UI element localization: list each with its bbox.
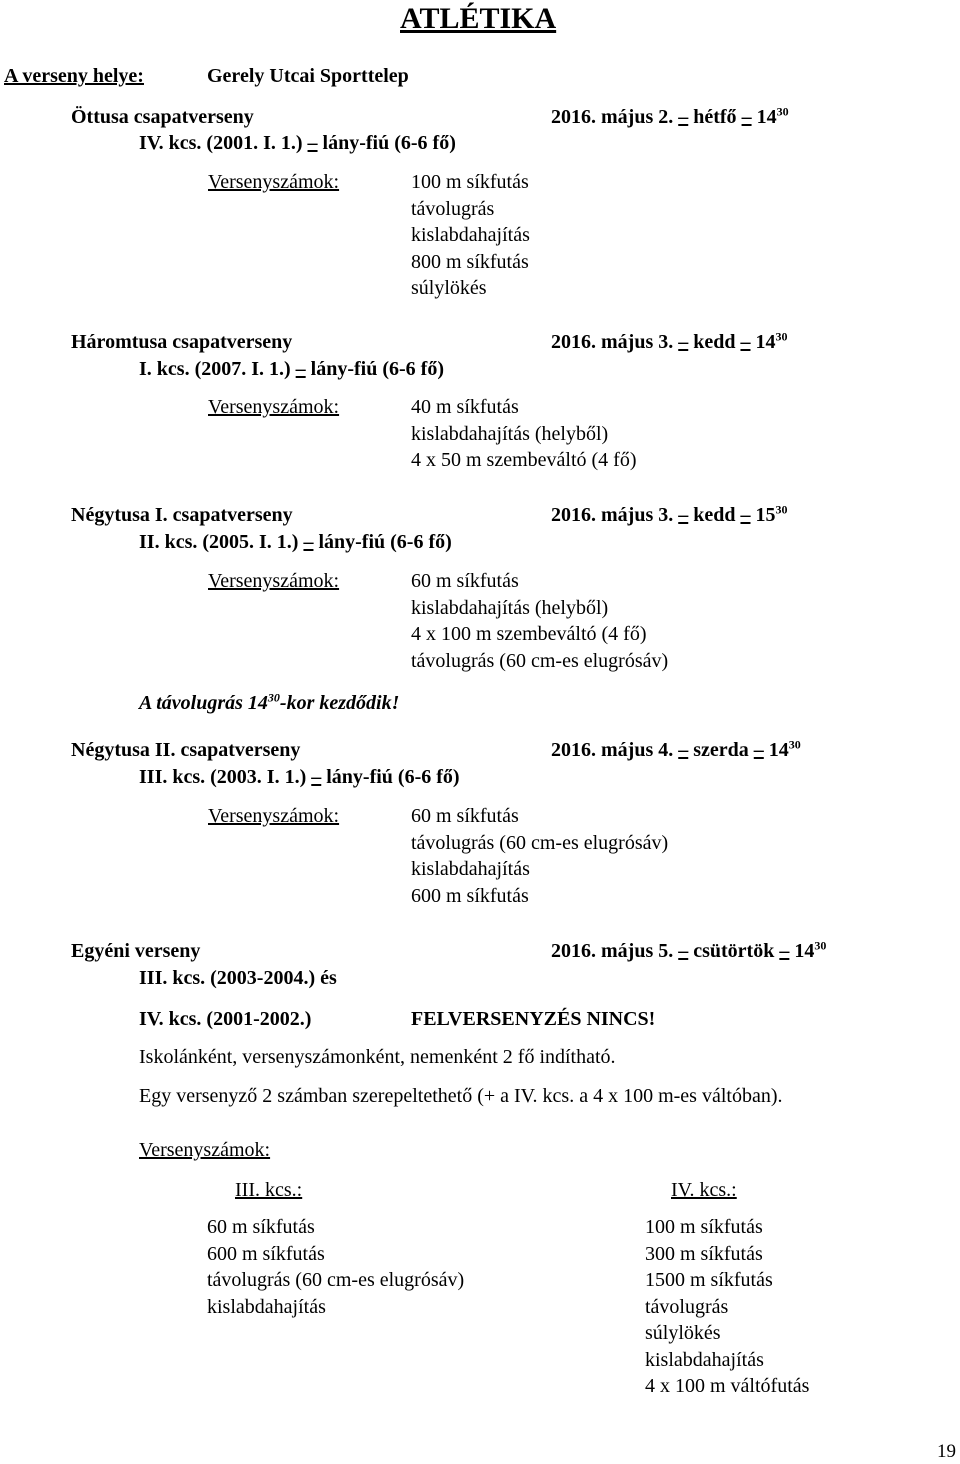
list-item: súlylökés [645, 1322, 721, 1344]
comp5-category-2: IV. kcs. (2001-2002.) [139, 1008, 312, 1030]
comp1-date: 2016. május 2. – hétfő – $14^{30}$ [551, 104, 789, 128]
list-item: 60 m síkfutás [207, 1216, 315, 1238]
list-item: 800 m síkfutás [411, 250, 529, 273]
comp4-category: III. kcs. (2003. I. 1.) – lány-fiú (6-6 fő) [139, 766, 460, 788]
list-item: 4 x 50 m szembeváltó (4 fő) [411, 449, 637, 471]
list-item: 60 m síkfutás [411, 805, 519, 827]
list-item: kislabdahajítás [207, 1295, 326, 1318]
comp2-date: 2016. május 3. – kedd – $14^{30}$ [551, 329, 788, 353]
comp2-event-list [411, 394, 637, 474]
comp5-col3-list [207, 1214, 464, 1320]
comp2-events-label: Versenyszámok: [208, 396, 340, 418]
list-item: 40 m síkfutás [411, 396, 519, 418]
comp5-category-1: III. kcs. (2003-2004.) és [139, 967, 337, 989]
page-title: ATLÉTIKA [400, 2, 557, 35]
comp1-events-label: Versenyszámok: [208, 171, 340, 193]
comp3-name: Négytusa I. csapatverseny [71, 504, 293, 526]
list-item: távolugrás (60 cm-es elugrósáv) [411, 649, 669, 672]
list-item: 1500 m síkfutás [645, 1269, 773, 1291]
list-item: 100 m síkfutás [411, 171, 529, 193]
list-item: távolugrás (60 cm-es elugrósáv) [411, 831, 669, 854]
comp5-rule-1: Iskolánként, versenyszámonként, nemenként 2 fő indítható. [139, 1046, 616, 1068]
list-item: 4 x 100 m váltófutás [645, 1375, 810, 1397]
list-item: 600 m síkfutás [207, 1242, 325, 1265]
list-item: kislabdahajítás [645, 1348, 764, 1371]
comp4-events-label: Versenyszámok: [208, 805, 340, 827]
venue-label: A verseny helye: [4, 65, 144, 87]
list-item: 600 m síkfutás [411, 884, 529, 907]
comp4-name: Négytusa II. csapatverseny [71, 739, 301, 761]
comp2-category: I. kcs. (2007. I. 1.) – lány-fiú (6-6 fő) [139, 358, 444, 380]
page-number: 19 [937, 1441, 956, 1462]
list-item: kislabdahajítás [411, 224, 530, 246]
comp5-col4-label: IV. kcs.: [671, 1179, 737, 1201]
comp1-event-list [411, 169, 530, 302]
list-item: 60 m síkfutás [411, 570, 519, 592]
comp5-no-entry: FELVERSENYZÉS NINCS! [411, 1008, 656, 1030]
comp5-rule-2: Egy versenyző 2 számban szerepeltethető (+ a IV. kcs. a 4 x 100 m-es váltóban). [139, 1085, 783, 1107]
comp5-name: Egyéni verseny [71, 940, 201, 962]
list-item: távolugrás (60 cm-es elugrósáv) [207, 1269, 465, 1291]
comp5-col3-label: III. kcs.: [235, 1179, 303, 1201]
list-item: kislabdahajítás [411, 858, 530, 880]
venue-value: Gerely Utcai Sporttelep [207, 65, 409, 87]
comp1-category: IV. kcs. (2001. I. 1.) – lány-fiú (6-6 fő) [139, 132, 456, 154]
list-item: kislabdahajítás (helyből) [411, 422, 609, 445]
comp3-date: 2016. május 3. – kedd – $15^{30}$ [551, 502, 788, 526]
list-item: 100 m síkfutás [645, 1216, 763, 1238]
list-item: távolugrás [411, 197, 495, 220]
comp4-date: 2016. május 4. – szerda – $14^{30}$ [551, 737, 801, 761]
comp5-events-label: Versenyszámok: [139, 1139, 271, 1161]
comp3-events-label: Versenyszámok: [208, 570, 340, 592]
comp1-name: Öttusa csapatverseny [71, 106, 254, 128]
list-item: súlylökés [411, 277, 487, 299]
comp5-col4-list [645, 1214, 809, 1400]
comp3-event-list [411, 568, 668, 674]
list-item: 4 x 100 m szembeváltó (4 fő) [411, 623, 647, 645]
comp4-event-list [411, 803, 668, 909]
comp3-category: II. kcs. (2005. I. 1.) – lány-fiú (6-6 fő) [139, 531, 452, 553]
list-item: kislabdahajítás (helyből) [411, 596, 609, 619]
comp3-note: A távolugrás $14^{30}$-kor kezdődik! [139, 690, 400, 714]
comp2-name: Háromtusa csapatverseny [71, 331, 293, 353]
list-item: 300 m síkfutás [645, 1242, 763, 1265]
comp5-date: 2016. május 5. – csütörtök – $14^{30}$ [551, 938, 827, 962]
list-item: távolugrás [645, 1295, 729, 1318]
